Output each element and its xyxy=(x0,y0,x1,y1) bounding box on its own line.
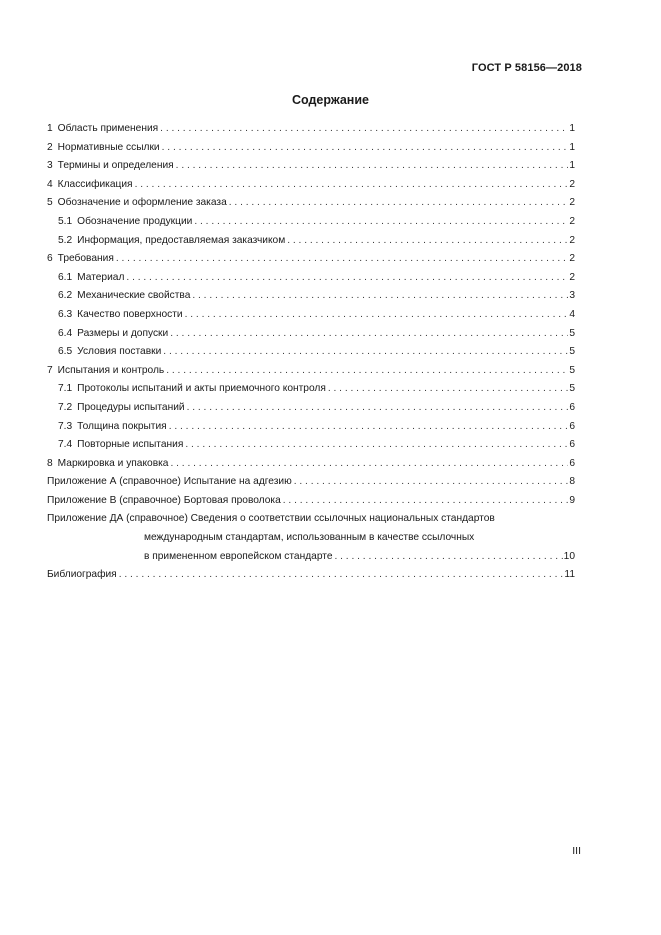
toc-entry-title: Механические свойства xyxy=(77,290,191,302)
dot-leader xyxy=(170,325,568,344)
toc-entry-number: 5.1 xyxy=(58,215,73,227)
toc-entry-page: 4 xyxy=(569,308,575,320)
toc-entry-number: 4 xyxy=(47,178,53,190)
toc-entry-page: 6 xyxy=(569,439,575,451)
toc-entry-page: 2 xyxy=(569,234,575,246)
toc-entry-title: Обозначение продукции xyxy=(77,215,193,227)
toc-entry[interactable] xyxy=(47,120,575,139)
toc-entry-title: Процедуры испытаний xyxy=(77,401,185,413)
toc-entry-title: Повторные испытания xyxy=(77,439,184,451)
toc-subentry[interactable] xyxy=(47,269,575,288)
toc-entry-page: 6 xyxy=(569,401,575,413)
toc-entry-number: 6.2 xyxy=(58,290,73,302)
toc-subentry[interactable] xyxy=(47,418,575,437)
toc-entry-title: Приложение В (справочное) Бортовая проволока xyxy=(47,494,281,506)
dot-leader xyxy=(185,306,569,325)
toc-entry-title: Условия поставки xyxy=(77,346,162,358)
toc-entry[interactable] xyxy=(47,139,575,158)
dot-leader xyxy=(119,566,564,585)
toc-entry-number: 6.5 xyxy=(58,346,73,358)
toc-entry-title: Нормативные ссылки xyxy=(57,141,160,153)
toc-subentry[interactable] xyxy=(47,436,575,455)
dot-leader xyxy=(192,287,568,306)
toc-entry-page: 1 xyxy=(569,141,575,153)
dot-leader xyxy=(160,120,568,139)
toc-bibliography[interactable] xyxy=(47,566,575,585)
toc-entry-title-line-3: в примененном европейском стандарте xyxy=(144,550,333,562)
dot-leader xyxy=(170,455,568,474)
dot-leader xyxy=(194,213,568,232)
toc-entry[interactable] xyxy=(47,157,575,176)
dot-leader xyxy=(126,269,568,288)
toc-entry-page: 10 xyxy=(563,550,575,562)
toc-entry-page: 6 xyxy=(569,420,575,432)
toc-entry-title: Испытания и контроль xyxy=(57,364,165,376)
toc-entry-number: 7.3 xyxy=(58,420,73,432)
dot-leader xyxy=(294,473,569,492)
toc-entry-page: 6 xyxy=(569,457,575,469)
dot-leader xyxy=(328,380,568,399)
dot-leader xyxy=(169,418,569,437)
toc-entry-title: Протоколы испытаний и акты приемочного контроля xyxy=(77,383,326,395)
toc-entry-page: 1 xyxy=(569,123,575,134)
toc-entry-title: Информация, предоставляемая заказчиком xyxy=(77,234,286,246)
toc-entry-page: 2 xyxy=(569,178,575,190)
toc-entry-number: 8 xyxy=(47,457,53,469)
toc-entry-title: Материал xyxy=(77,271,125,283)
toc-entry-title: Толщина покрытия xyxy=(77,420,167,432)
toc-entry-page: 5 xyxy=(569,346,575,358)
toc-subentry[interactable] xyxy=(47,343,575,362)
dot-leader xyxy=(163,343,568,362)
page-number: III xyxy=(572,845,581,857)
document-code: ГОСТ Р 58156—2018 xyxy=(471,62,582,74)
toc-entry-page: 3 xyxy=(569,290,575,302)
toc-title: Содержание xyxy=(291,93,369,107)
toc-entry-page: 2 xyxy=(569,215,575,227)
toc-entry-title: Обозначение и оформление заказа xyxy=(57,197,227,209)
dot-leader xyxy=(162,139,569,158)
toc-subentry[interactable] xyxy=(47,213,575,232)
toc-entry-page: 5 xyxy=(569,327,575,339)
toc-entry-number: 5.2 xyxy=(58,234,73,246)
table-of-contents xyxy=(47,120,575,585)
toc-entry-title: Размеры и допуски xyxy=(77,327,169,339)
toc-entry-number: 7 xyxy=(47,364,53,376)
toc-appendix-da[interactable] xyxy=(47,510,575,566)
dot-leader xyxy=(166,362,568,381)
toc-entry-title: Библиография xyxy=(47,569,117,581)
toc-entry-title: Маркировка и упаковка xyxy=(57,457,169,469)
toc-entry-number: 6.3 xyxy=(58,308,73,320)
toc-subentry[interactable] xyxy=(47,287,575,306)
toc-subentry[interactable] xyxy=(47,399,575,418)
toc-entry-title: Требования xyxy=(57,253,114,265)
toc-entry-page: 2 xyxy=(569,271,575,283)
dot-leader xyxy=(334,548,562,567)
toc-subentry[interactable] xyxy=(47,306,575,325)
dot-leader xyxy=(283,492,569,511)
toc-entry-title: Классификация xyxy=(57,178,133,190)
toc-entry-page: 2 xyxy=(569,253,575,265)
dot-leader xyxy=(135,176,569,195)
toc-entry-number: 3 xyxy=(47,160,53,172)
toc-entry[interactable] xyxy=(47,250,575,269)
toc-entry-number: 6.4 xyxy=(58,327,73,339)
toc-entry[interactable] xyxy=(47,455,575,474)
toc-entry-page: 9 xyxy=(569,494,575,506)
toc-entry-page: 5 xyxy=(569,383,575,395)
toc-entry-number: 1 xyxy=(47,123,53,134)
toc-entry[interactable] xyxy=(47,194,575,213)
dot-leader xyxy=(287,232,568,251)
toc-subentry[interactable] xyxy=(47,232,575,251)
toc-entry-title-line-3-row xyxy=(47,548,575,567)
dot-leader xyxy=(185,436,568,455)
toc-subentry[interactable] xyxy=(47,325,575,344)
toc-appendix-b[interactable] xyxy=(47,492,575,511)
toc-entry-page: 2 xyxy=(569,197,575,209)
dot-leader xyxy=(187,399,569,418)
toc-appendix-a[interactable] xyxy=(47,473,575,492)
toc-entry-number: 6 xyxy=(47,253,53,265)
toc-entry-title: Приложение А (справочное) Испытание на адгезию xyxy=(47,476,292,488)
toc-entry[interactable] xyxy=(47,176,575,195)
toc-entry-page: 5 xyxy=(569,364,575,376)
dot-leader xyxy=(116,250,568,269)
toc-entry-title: Область применения xyxy=(57,123,159,134)
toc-entry-number: 6.1 xyxy=(58,271,73,283)
toc-entry-title: Качество поверхности xyxy=(77,308,183,320)
toc-entry-number: 7.4 xyxy=(58,439,73,451)
toc-entry-number: 7.2 xyxy=(58,401,73,413)
toc-subentry[interactable] xyxy=(47,380,575,399)
toc-entry-title-line-2: международным стандартам, использованным в качестве ссылочных xyxy=(144,532,475,544)
toc-entry-number: 5 xyxy=(47,197,53,209)
toc-entry-page: 11 xyxy=(564,569,575,581)
toc-entry-number: 7.1 xyxy=(58,383,73,395)
toc-entry[interactable] xyxy=(47,362,575,381)
toc-entry-number: 2 xyxy=(47,141,53,153)
dot-leader xyxy=(176,157,569,176)
toc-entry-title: Термины и определения xyxy=(57,160,174,172)
toc-entry-title-line-1: Приложение ДА (справочное) Сведения о соответствии ссылочных национальных стандартов xyxy=(47,513,495,525)
toc-entry-page: 1 xyxy=(569,160,575,172)
dot-leader xyxy=(229,194,569,213)
toc-entry-page: 8 xyxy=(569,476,575,488)
